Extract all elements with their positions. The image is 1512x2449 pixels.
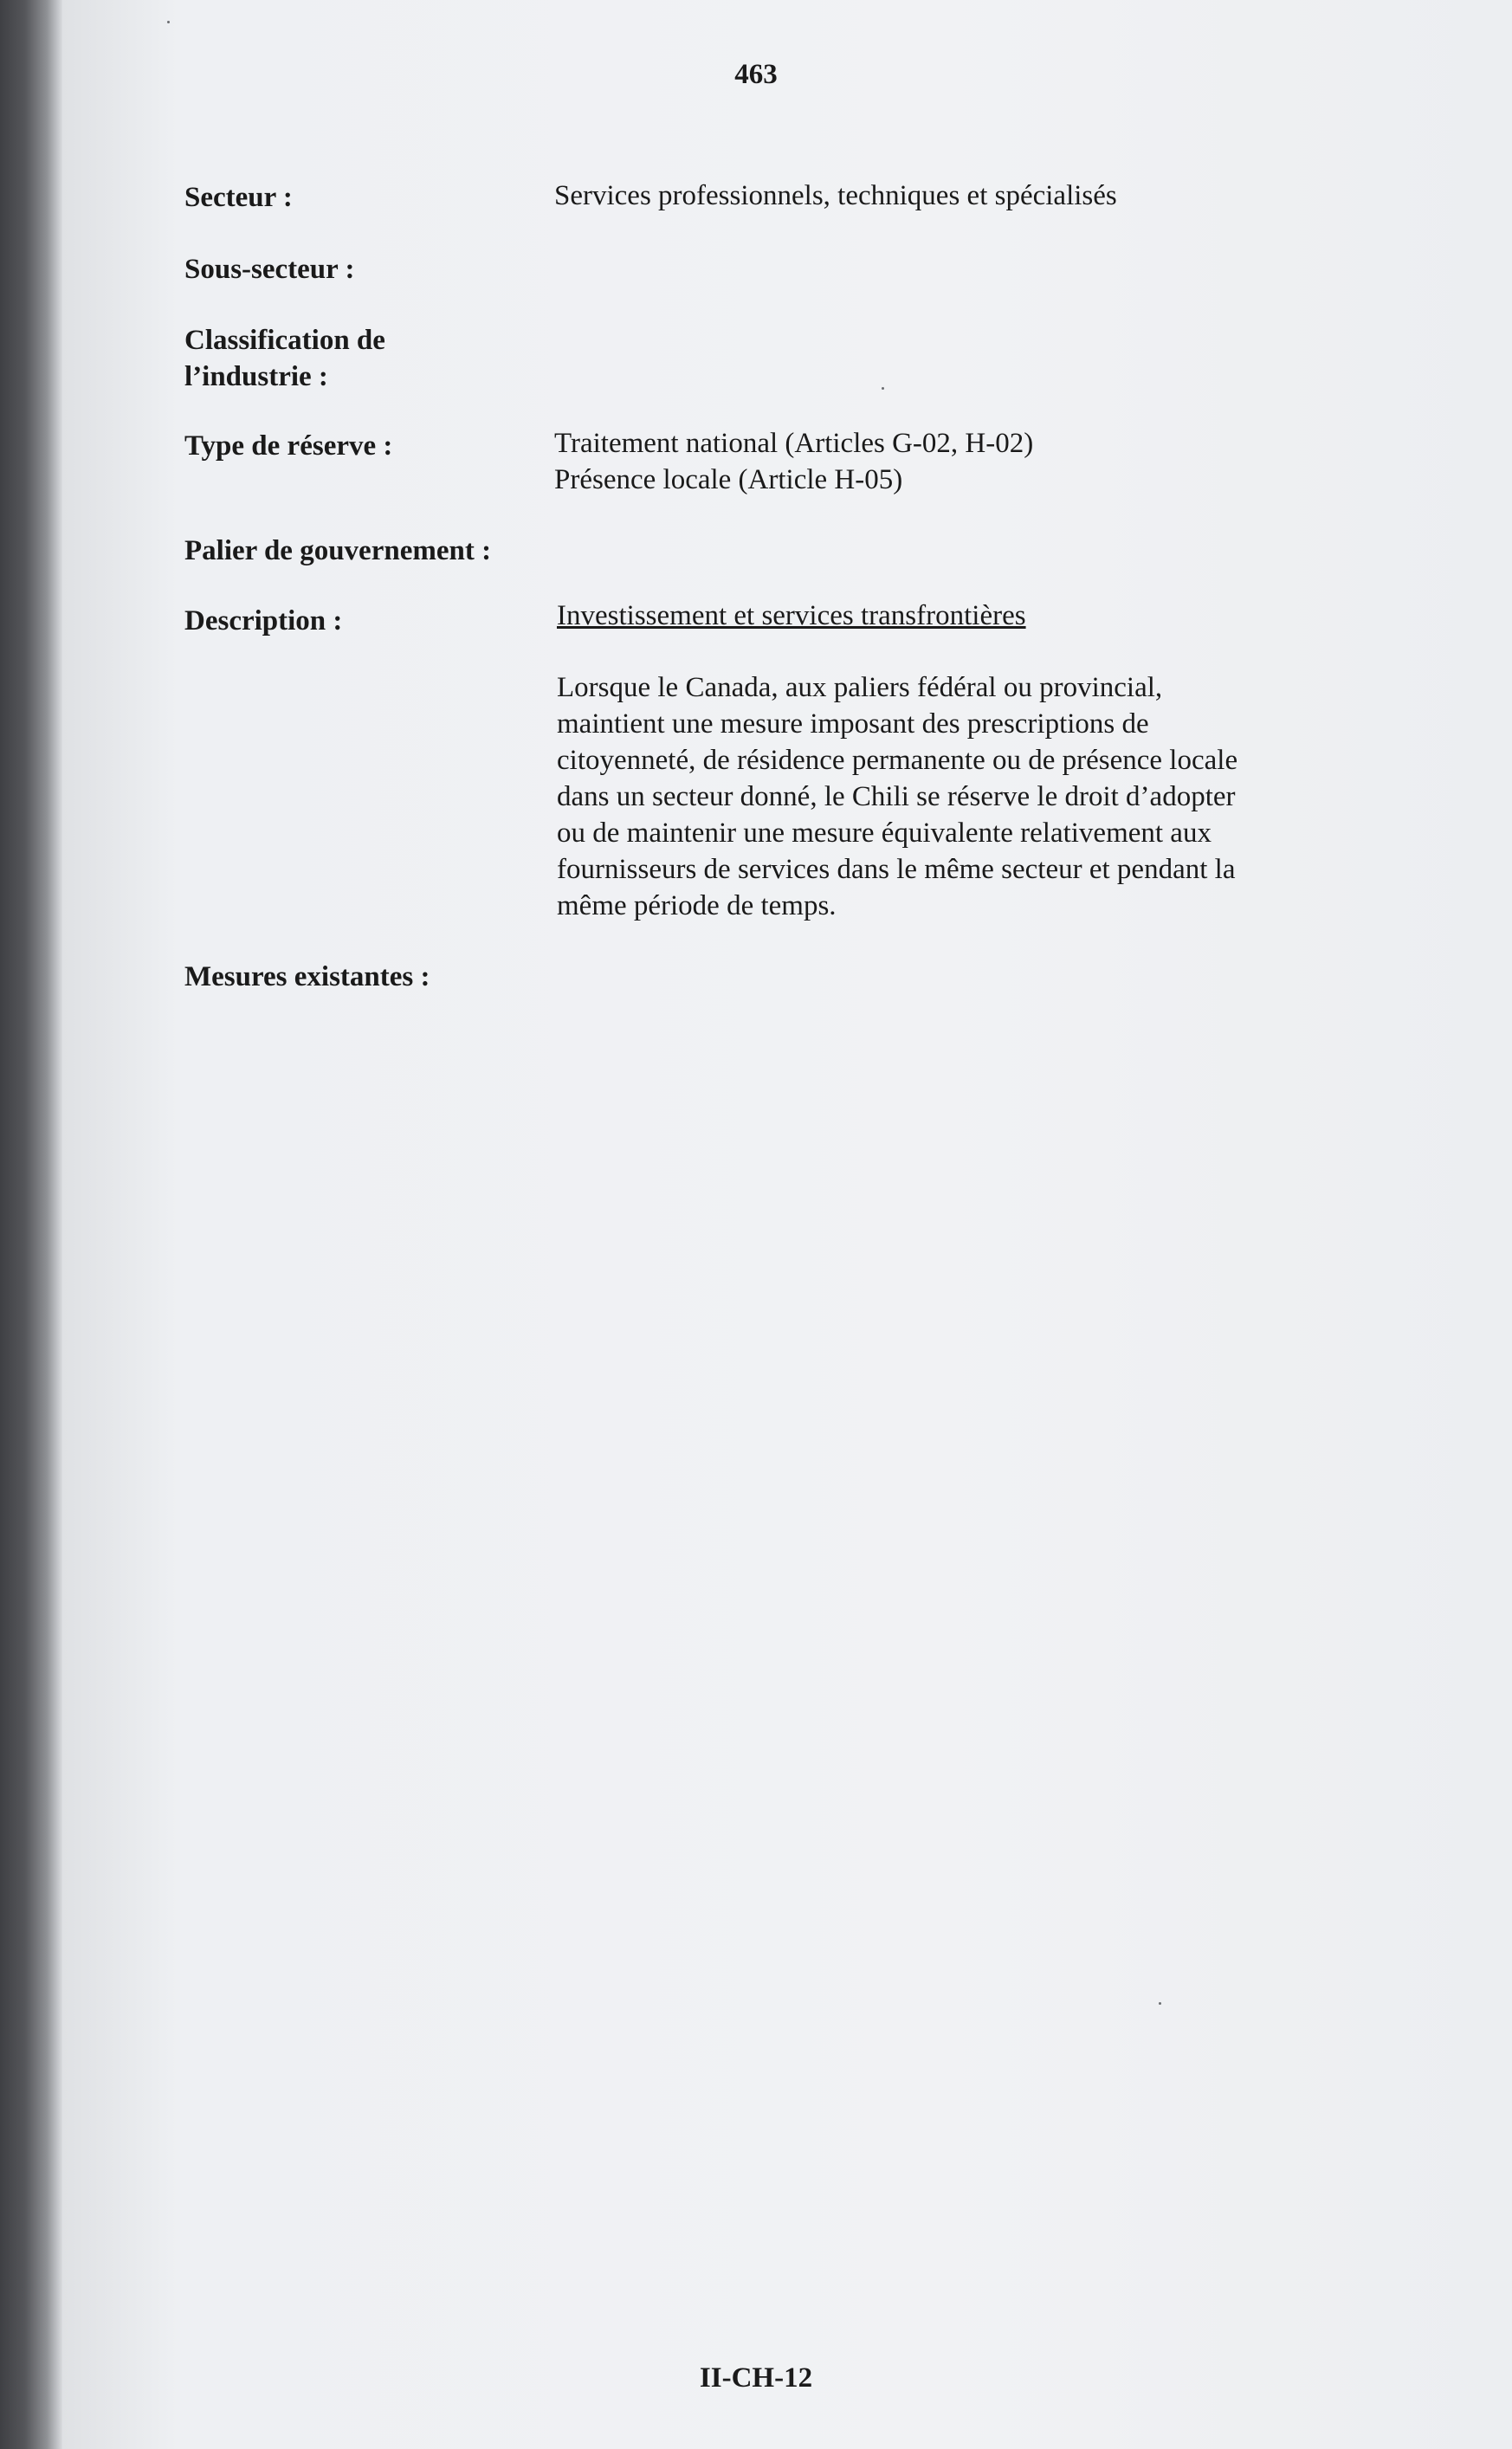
- scan-speck: [882, 387, 884, 390]
- value-type-reserve-line2: Présence locale (Article H-05): [554, 464, 903, 495]
- label-classification-line2: l’industrie :: [184, 361, 328, 392]
- description-line: ou de maintenir une mesure équivalente relativement aux: [557, 817, 1212, 849]
- value-type-reserve-line1: Traitement national (Articles G-02, H-02): [554, 428, 1034, 459]
- description-line: citoyenneté, de résidence permanente ou de présence locale: [557, 745, 1238, 776]
- description-line: Lorsque le Canada, aux paliers fédéral ou provincial,: [557, 672, 1163, 703]
- label-type-reserve: Type de réserve :: [184, 430, 393, 462]
- book-binding-shadow: [0, 0, 62, 2449]
- page-number: 463: [734, 59, 778, 90]
- footer-reference: II-CH-12: [699, 2362, 813, 2394]
- description-line: même période de temps.: [557, 890, 837, 921]
- value-type-reserve: [554, 425, 1334, 498]
- value-secteur: Services professionnels, techniques et spécialisés: [554, 180, 1117, 211]
- label-classification: [184, 322, 548, 395]
- description-heading: Investissement et services transfrontières: [557, 600, 1026, 631]
- label-sous-secteur: Sous-secteur :: [184, 254, 355, 285]
- description-line: fournisseurs de services dans le même secteur et pendant la: [557, 854, 1236, 885]
- label-mesures-existantes: Mesures existantes :: [184, 961, 430, 992]
- description-paragraph: [557, 669, 1336, 924]
- description-line: maintient une mesure imposant des prescriptions de: [557, 708, 1149, 740]
- scan-speck: [1159, 2002, 1161, 2005]
- scan-speck: [167, 21, 170, 23]
- description-line: dans un secteur donné, le Chili se réserve le droit d’adopter: [557, 781, 1236, 812]
- label-classification-line1: Classification de: [184, 325, 385, 356]
- label-description: Description :: [184, 605, 343, 636]
- label-palier: Palier de gouvernement :: [184, 535, 492, 566]
- label-secteur: Secteur :: [184, 182, 293, 213]
